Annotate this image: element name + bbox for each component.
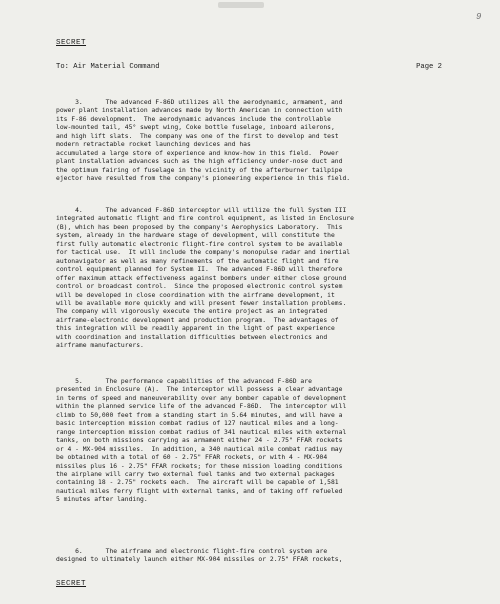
paragraph-line: nautical miles ferry flight with external tanks, and of taking off refueled [56, 487, 343, 495]
paragraph-line: 4. The advanced F-86D interceptor will utilize the full System III [56, 207, 347, 214]
paragraph-line: the airplane will carry two external fuel tanks and two external packages [56, 470, 335, 478]
page-reference-number: 9 [476, 12, 482, 22]
paragraph-line: with coordination and installation difficulties between electronics and [56, 333, 328, 341]
paragraph-line: integrated automatic flight and fire control equipment, as listed in Enclosure [56, 215, 354, 223]
paragraph-line: (B), which has been proposed by the company's Aerophysics Laboratory. This [56, 223, 343, 231]
paragraph-line: its F-86 development. The aerodynamic advances include the controllable [56, 115, 331, 123]
paragraph-3 [56, 99, 441, 184]
paragraph-line: this integration will be readily apparent in the light of past experience [56, 325, 335, 333]
paragraph-line: accumulated a large store of experience and know-how in this field. Power [56, 149, 339, 157]
addressee-line: To: Air Material Command [56, 63, 160, 71]
paragraph-line: low-mounted tail, 45° swept wing, Coke bottle fuselage, inboard ailerons, [56, 124, 335, 132]
paragraph-line: range interception mission combat radius of 341 nautical miles with external [56, 428, 347, 436]
paragraph-line: offer maximum attack effectiveness against bombers under either close ground [56, 274, 347, 282]
classification-marking-top: SECRET [56, 39, 87, 47]
paragraph-line: 5. The performance capabilities of the advanced F-86D are [56, 378, 312, 385]
paragraph-line: the optimum fairing of fuselage in the vicinity of the afterburner tailpipe [56, 166, 343, 174]
paragraph-line: tanks, on both missions carrying as armament either 24 - 2.75" FFAR rockets [56, 437, 343, 445]
paragraph-line: be obtained with a total of 60 - 2.75" FFAR rockets, or with 4 - MX-904 [56, 454, 328, 462]
paragraph-line: will be developed in close coordination with the airframe development, it [56, 291, 335, 299]
paragraph-line: ejector have resulted from the company's pioneering experience in this field. [56, 175, 351, 183]
paragraph-line: airframe manufacturers. [56, 342, 144, 350]
paragraph-line: modern retractable rocket launching devices and has [56, 141, 251, 149]
page-number-label: Page 2 [416, 63, 442, 71]
paragraph-6 [56, 548, 441, 565]
paragraph-line: will be available more quickly and will present fewer installation problems. [56, 299, 347, 307]
classification-marking-bottom: SECRET [56, 580, 87, 588]
paragraph-line: 5 minutes after landing. [56, 496, 148, 504]
paragraph-line: control or broadcast control. Since the proposed electronic control system [56, 283, 343, 291]
paragraph-line: 3. The advanced F-86D utilizes all the aerodynamic, armament, and [56, 99, 343, 106]
stamp-mark [218, 2, 264, 8]
paragraph-line: The company will vigorously execute the entire project as an integrated [56, 308, 328, 316]
paragraph-line: presented in Enclosure (A). The interceptor will possess a clear advantage [56, 386, 343, 394]
paragraph-line: first fully automatic electronic flight-fire control system to be available [56, 240, 343, 248]
paragraph-line: power plant installation advances made by North American in connection with [56, 107, 343, 115]
paragraph-line: plant installation advances such as the high efficiency under-nose duct and [56, 158, 343, 166]
paragraph-5 [56, 378, 441, 505]
paragraph-line: airframe-electronic development and production program. The advantages of [56, 316, 339, 324]
paragraph-line: and high lift slats. The company was one of the first to develop and test [56, 132, 339, 140]
paragraph-line: missiles plus 16 - 2.75" FFAR rockets; for these mission loading conditions [56, 462, 343, 470]
paragraph-line: within the planned service life of the advanced F-86D. The interceptor will [56, 403, 347, 411]
paragraph-line: 6. The airframe and electronic flight-fire control system are [56, 548, 328, 555]
paragraph-line: for tactical use. It will include the company's monopulse radar and inertial [56, 249, 351, 257]
paragraph-line: designed to ultimately launch either MX-904 missiles or 2.75" FFAR rockets, [56, 556, 343, 564]
paragraph-line: or 4 - MX-904 missiles. In addition, a 340 nautical mile combat radius may [56, 445, 343, 453]
paragraph-line: control equipment planned for System II. The advanced F-86D will therefore [56, 266, 343, 274]
paragraph-line: in terms of speed and maneuverability over any bomber capable of development [56, 394, 347, 402]
paragraph-4 [56, 207, 441, 351]
paragraph-line: basic interception mission combat radius of 127 nautical miles and a long- [56, 420, 339, 428]
paragraph-line: autonavigator as well as many refinements of the automatic flight and fire [56, 257, 339, 265]
paragraph-line: containing 18 - 2.75" rockets each. The aircraft will be capable of 1,581 [56, 479, 339, 487]
paragraph-line: system, already in the hardware stage of development, will constitute the [56, 232, 335, 240]
paragraph-line: climb to 50,000 feet from a standing start in 5.64 minutes, and will have a [56, 411, 343, 419]
